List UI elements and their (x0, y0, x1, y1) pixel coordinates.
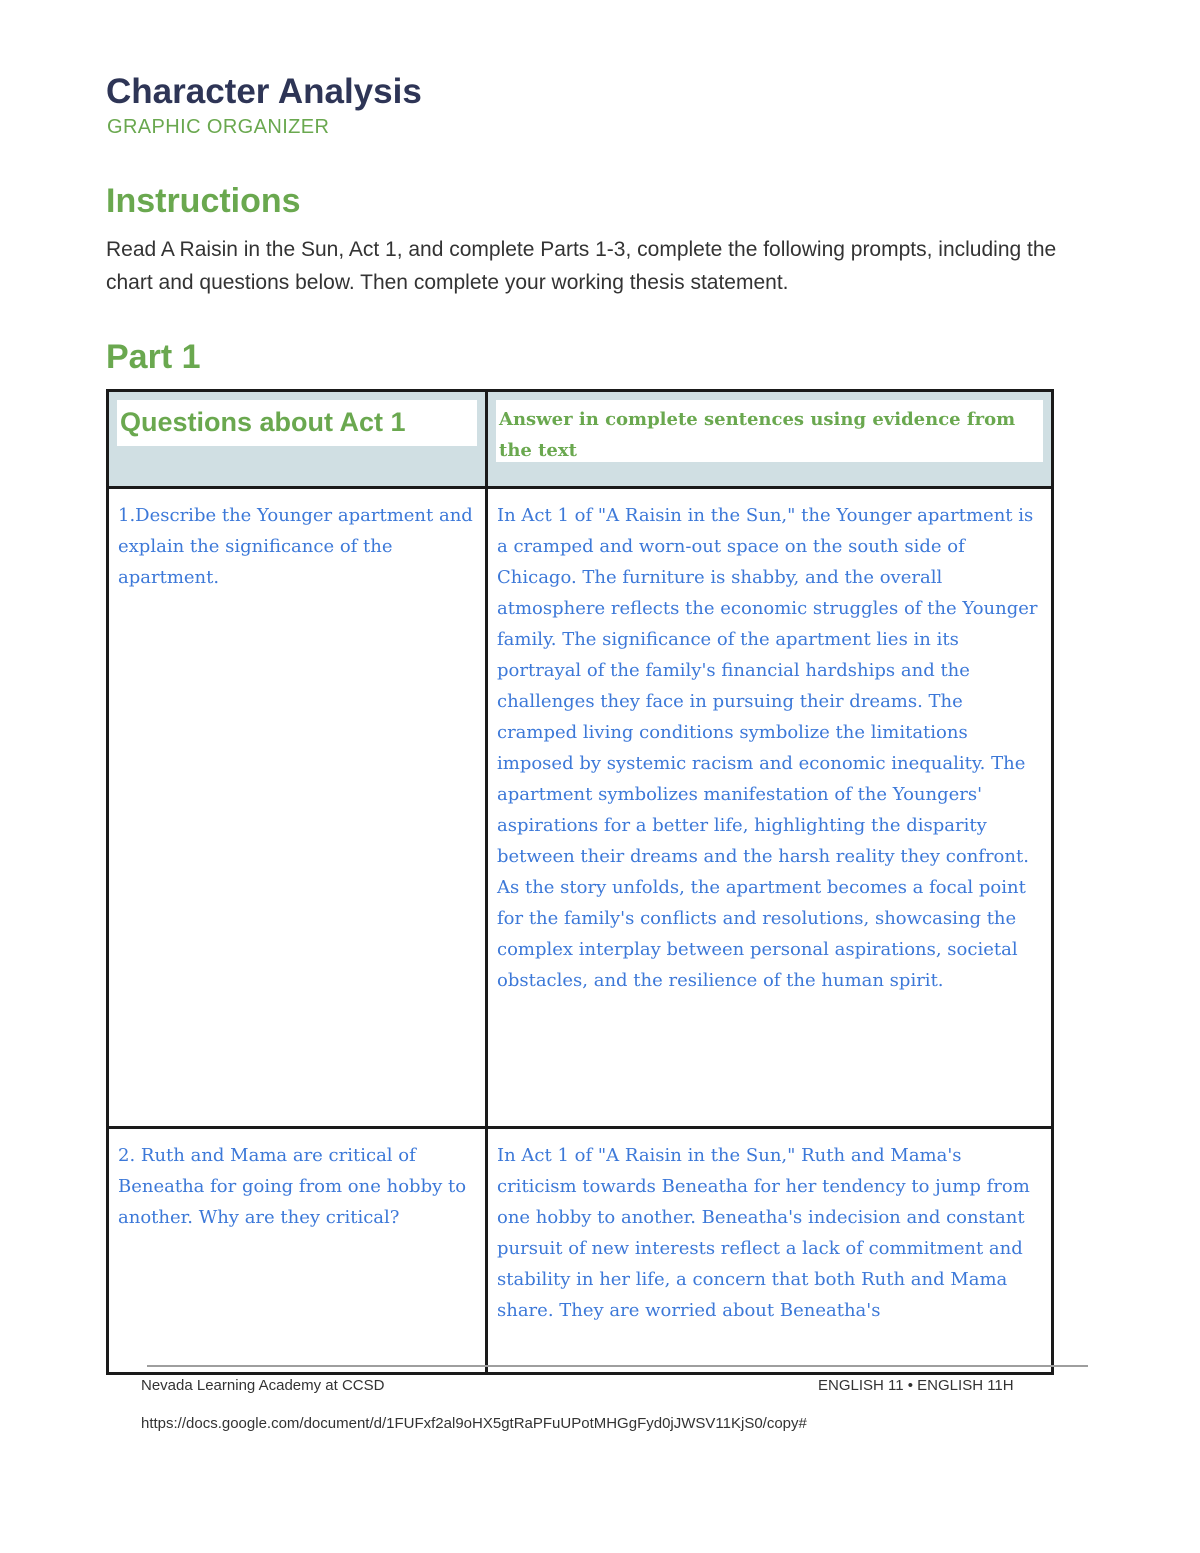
question-cell: 1.Describe the Younger apartment and explain the significance of the apartment. (108, 488, 487, 1128)
footer-course: ENGLISH 11 • ENGLISH 11H (818, 1377, 1014, 1394)
header-answer-cell (487, 391, 1053, 488)
header-answer-label: Answer in complete sentences using evidence from the text (496, 400, 1043, 462)
header-question-label: Questions about Act 1 (117, 400, 477, 446)
instructions-text: Read A Raisin in the Sun, Act 1, and complete Parts 1-3, complete the following prompts, including the chart and questions below. Then complete your working thesis statement. (106, 238, 1057, 294)
part1-heading: Part 1 (106, 338, 201, 376)
header-question-cell (108, 391, 487, 488)
question-cell: 2. Ruth and Mama are critical of Beneatha for going from one hobby to another. Why are they critical? (108, 1128, 487, 1374)
table-header-row (108, 391, 1053, 488)
answer-cell[interactable] (487, 1128, 1053, 1374)
footer-url-link[interactable]: https://docs.google.com/document/d/1FUFxf2al9oHX5gtRaPFuUPotMHGgFyd0jJWSV11KjS0/copy# (141, 1415, 807, 1432)
instructions-heading: Instructions (106, 182, 301, 220)
table-row (108, 1128, 1053, 1374)
answer-cell[interactable]: In Act 1 of "A Raisin in the Sun," the Younger apartment is a cramped and worn-out space on the south side of Chicago. The furniture is shabby, and the overall atmosphere reflects the economic struggles of the Younger family. The significance of the apartment lies in its portrayal of the family's financial hardships and the challenges they face in pursuing their dreams. The cramped living conditions symbolize the limitations imposed by systemic racism and economic inequality. The apartment symbolizes manifestation of the Youngers' aspirations for a better life, highlighting the disparity between their dreams and the harsh reality they confront. As the story unfolds, the apartment becomes a focal point for the family's conflicts and resolutions, showcasing the complex interplay between personal aspirations, societal obstacles, and the resilience of the human spirit. (487, 488, 1053, 1128)
footer-divider (147, 1365, 1088, 1367)
footer-organization: Nevada Learning Academy at CCSD (141, 1377, 385, 1394)
answer-text: In Act 1 of "A Raisin in the Sun," Ruth and Mama's criticism towards Beneatha for her tendency to jump from one hobby to another. Beneatha's indecision and constant pursuit of new interests reflect a lack of commitment and stability in her life, a concern that both Ruth and Mama share. They are worried about Beneatha's (497, 1145, 1030, 1321)
table-row (108, 488, 1053, 1128)
document-subtitle: GRAPHIC ORGANIZER (107, 116, 330, 138)
questions-table (106, 389, 1054, 1375)
document-title: Character Analysis (106, 72, 422, 111)
